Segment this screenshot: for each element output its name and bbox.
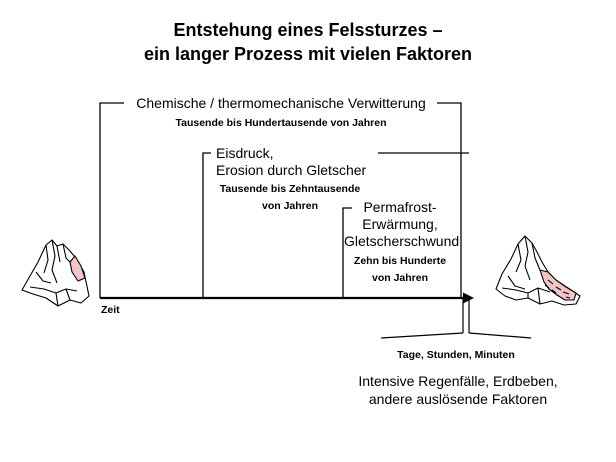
phase2-duration-line1: Tausende bis Zehntausende [219, 183, 361, 195]
phase4-description-line2: andere auslösende Faktoren [368, 391, 548, 407]
phase4-bracket [381, 298, 531, 338]
phase4-duration: Tage, Stunden, Minuten [397, 349, 515, 361]
mountain-icon [22, 240, 89, 306]
phase3-label-line2: Erwärmung, [362, 216, 438, 232]
time-axis-label: Zeit [101, 304, 120, 316]
phase1-label: Chemische / thermomechanische Verwitterung [136, 95, 426, 111]
mountain-rockfall-icon [496, 236, 580, 305]
phase3-duration-line1: Zehn bis Hunderte [353, 255, 447, 267]
phase4-description-line1: Intensive Regenfälle, Erdbeben, [358, 373, 558, 389]
diagram-title-line2: ein langer Prozess mit vielen Faktoren [143, 44, 473, 64]
phase1-duration: Tausende bis Hundertausende von Jahren [175, 117, 387, 129]
phase2-label-line1: Eisdruck, [216, 145, 274, 161]
phase3-label-line1: Permafrost- [363, 199, 437, 215]
time-axis-arrow [100, 293, 474, 304]
phase2-duration-line2: von Jahren [261, 200, 319, 212]
phase2-label-line2: Erosion durch Gletscher [216, 162, 367, 178]
phase3-label-line3: Gletscherschwund [344, 233, 460, 249]
diagram-title-line1: Entstehung eines Felssturzes – [173, 20, 443, 40]
phase3-duration-line2: von Jahren [371, 272, 429, 284]
